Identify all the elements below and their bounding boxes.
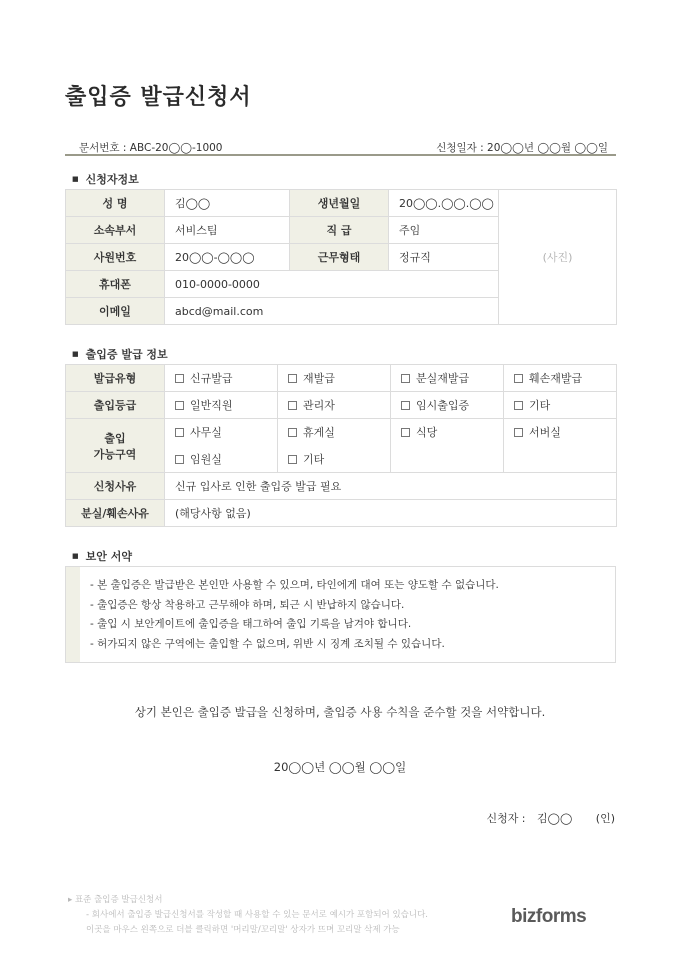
applicant-section-title: ■ 신청자정보 <box>72 173 139 186</box>
checkbox-icon[interactable] <box>288 428 297 437</box>
value-reason[interactable]: 신규 입사로 인한 출입증 발급 필요 <box>165 473 617 500</box>
label-access-level: 출입등급 <box>66 392 165 419</box>
label-issue-type: 발급유형 <box>66 365 165 392</box>
checkbox-icon[interactable] <box>175 401 184 410</box>
label-name: 성 명 <box>66 190 165 217</box>
footer-note[interactable]: ▸ 표준 출입증 발급신청서 - 회사에서 출입증 발급신청서를 작성할 때 사용할 수 있는 문서로 예시가 포함되어 있습니다. 이곳을 마우스 왼쪽으로 더블 클릭하면 '머리말/꼬리말' 상자가 뜨며 꼬리말 삭제 가능 <box>68 895 429 935</box>
checkbox-icon[interactable] <box>514 374 523 383</box>
list-item: - 출입증은 항상 착용하고 근무해야 하며, 퇴근 시 반납하지 않습니다. <box>90 598 405 611</box>
checkbox-icon[interactable] <box>175 428 184 437</box>
value-name[interactable]: 김◯◯ <box>165 190 290 217</box>
checkbox-icon[interactable] <box>401 401 410 410</box>
label-birth: 생년월일 <box>290 190 389 217</box>
bullet-icon: ■ <box>72 175 79 183</box>
label-work-type: 근무형태 <box>290 244 389 271</box>
label-email: 이메일 <box>66 298 165 325</box>
badge-info-table <box>65 364 617 527</box>
photo-placeholder[interactable]: (사진) <box>499 190 617 325</box>
value-emp-no[interactable]: 20◯◯-◯◯◯ <box>165 244 290 271</box>
applicant-name[interactable]: 김◯◯ <box>537 812 573 825</box>
option-zone-server[interactable]: 서버실 <box>504 419 617 446</box>
label-reason: 신청사유 <box>66 473 165 500</box>
option-level-etc[interactable]: 기타 <box>504 392 617 419</box>
label-phone: 휴대폰 <box>66 271 165 298</box>
seal-mark: (인) <box>595 812 615 825</box>
option-level-staff[interactable]: 일반직원 <box>165 392 278 419</box>
list-item: - 허가되지 않은 구역에는 출입할 수 없으며, 위반 시 징계 조치될 수 있습니다. <box>90 637 445 650</box>
value-phone[interactable]: 010-0000-0000 <box>165 271 499 298</box>
checkbox-icon[interactable] <box>175 455 184 464</box>
page-title: 출입증 발급신청서 <box>65 85 252 110</box>
value-email[interactable]: abcd@mail.com <box>165 298 499 325</box>
option-issue-reissue[interactable]: 재발급 <box>278 365 391 392</box>
bullet-icon: ■ <box>72 552 79 560</box>
option-issue-damaged[interactable]: 훼손재발급 <box>504 365 617 392</box>
badge-section-title: ■ 출입증 발급 정보 <box>72 348 168 361</box>
checkbox-icon[interactable] <box>514 428 523 437</box>
checkbox-icon[interactable] <box>288 374 297 383</box>
bullet-icon: ■ <box>72 350 79 358</box>
security-pledge-list <box>90 577 499 655</box>
checkbox-icon[interactable] <box>175 374 184 383</box>
checkbox-icon[interactable] <box>514 401 523 410</box>
applicant-label: 신청자 : <box>486 812 526 825</box>
list-item: - 본 출입증은 발급받은 본인만 사용할 수 있으며, 타인에게 대여 또는 양도할 수 없습니다. <box>90 579 499 591</box>
value-birth[interactable]: 20◯◯.◯◯.◯◯ <box>389 190 499 217</box>
option-issue-new[interactable]: 신규발급 <box>165 365 278 392</box>
checkbox-icon[interactable] <box>288 455 297 464</box>
security-pledge-box <box>65 566 616 663</box>
label-rank: 직 급 <box>290 217 389 244</box>
checkbox-icon[interactable] <box>288 401 297 410</box>
label-emp-no: 사원번호 <box>66 244 165 271</box>
value-lost-reason[interactable]: (해당사항 없음) <box>165 500 617 527</box>
list-item: - 출입 시 보안게이트에 출입증을 태그하여 출입 기록을 남겨야 합니다. <box>90 618 412 630</box>
applicant-info-table <box>65 189 617 325</box>
sign-date: 20◯◯년 ◯◯월 ◯◯일 <box>273 760 407 774</box>
label-lost-reason: 분실/훼손사유 <box>66 500 165 527</box>
checkbox-icon[interactable] <box>401 428 410 437</box>
document-number: 문서번호 : ABC-20◯◯-1000 <box>79 142 223 154</box>
option-zone-lounge[interactable]: 휴게실 <box>278 419 391 446</box>
label-access-zone: 출입 가능구역 <box>66 419 165 473</box>
checkbox-icon[interactable] <box>401 374 410 383</box>
option-zone-office[interactable]: 사무실 <box>165 419 278 446</box>
option-issue-lost[interactable]: 분실재발급 <box>391 365 504 392</box>
label-dept: 소속부서 <box>66 217 165 244</box>
option-zone-etc[interactable]: 기타 <box>278 446 391 473</box>
security-section-title: ■ 보안 서약 <box>72 550 132 563</box>
option-zone-executive[interactable]: 임원실 <box>165 446 278 473</box>
value-rank[interactable]: 주임 <box>389 217 499 244</box>
declaration-text: 상기 본인은 출입증 발급을 신청하며, 출입증 사용 수칙을 준수할 것을 서약합니다. <box>134 705 546 719</box>
application-date: 신청일자 : 20◯◯년 ◯◯월 ◯◯일 <box>436 142 608 154</box>
document-info-bar <box>65 136 616 156</box>
value-dept[interactable]: 서비스팀 <box>165 217 290 244</box>
option-zone-cafeteria[interactable]: 식당 <box>391 419 504 446</box>
option-level-admin[interactable]: 관리자 <box>278 392 391 419</box>
applicant-signature <box>486 810 615 826</box>
option-level-temp[interactable]: 임시출입증 <box>391 392 504 419</box>
bizforms-logo: bizforms <box>511 906 587 927</box>
value-work-type[interactable]: 정규직 <box>389 244 499 271</box>
